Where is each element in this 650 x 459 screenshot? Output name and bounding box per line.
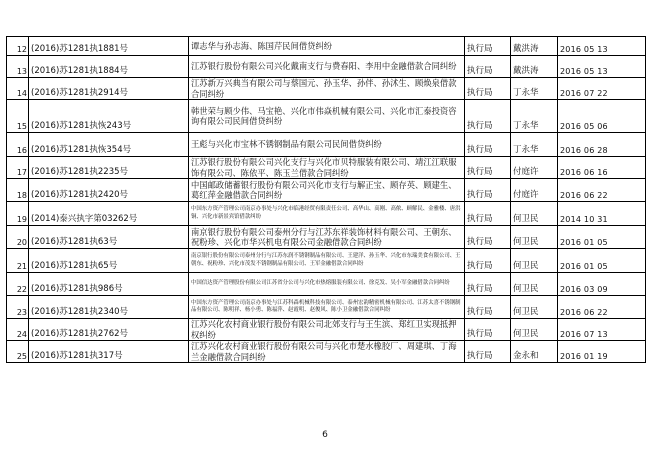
filing-date: 2016 06 22 — [558, 296, 646, 319]
judge-name: 付庭许 — [511, 179, 558, 202]
department: 执行局 — [465, 341, 511, 363]
row-number: 15 — [7, 100, 29, 133]
judge-name: 何卫民 — [511, 319, 558, 341]
judge-name: 丁永华 — [511, 100, 558, 133]
case-reason: 江苏兴化农村商业银行股份有限公司北郊支行与王生滨、郑红卫实现抵押权纠纷 — [189, 319, 465, 341]
filing-date: 2016 06 28 — [558, 133, 646, 157]
case-reason: 江苏兴化农村商业银行股份有限公司与兴化市楚水橡胶厂、周建琪、丁海兰金融借款合同纠纷 — [189, 341, 465, 363]
table-row — [7, 226, 646, 249]
department: 执行局 — [465, 100, 511, 133]
row-number: 20 — [7, 226, 29, 249]
row-number: 16 — [7, 133, 29, 157]
department: 执行局 — [465, 249, 511, 273]
filing-date: 2016 05 13 — [558, 37, 646, 56]
filing-date: 2016 01 05 — [558, 249, 646, 273]
table-row — [7, 202, 646, 226]
row-number: 14 — [7, 78, 29, 100]
filing-date: 2016 07 22 — [558, 78, 646, 100]
table-row — [7, 157, 646, 179]
department: 执行局 — [465, 319, 511, 341]
filing-date: 2016 03 09 — [558, 273, 646, 296]
case-reason: 王彪与兴化市宝林不锈钢制品有限公司民间借贷纠纷 — [189, 133, 465, 157]
filing-date: 2016 07 13 — [558, 319, 646, 341]
row-number: 21 — [7, 249, 29, 273]
department: 执行局 — [465, 157, 511, 179]
case-reason: 中国东方资产管理公司南京办事处与江苏科森机械科技有限公司、泰州宏韵精密机械有限公司、江苏太喜不锈钢制品有限公司、陈明祥、杨小勇、陈福萍、赵霞明、赵俊风、陈小卫金融借款合同纠纷 — [189, 296, 465, 319]
filing-date: 2016 06 22 — [558, 179, 646, 202]
table-row — [7, 78, 646, 100]
case-table — [6, 36, 646, 363]
department: 执行局 — [465, 37, 511, 56]
case-number: (2016)苏1281执1881号 — [29, 37, 189, 56]
department: 执行局 — [465, 78, 511, 100]
filing-date: 2014 10 31 — [558, 202, 646, 226]
row-number: 23 — [7, 296, 29, 319]
table-row — [7, 273, 646, 296]
table-row — [7, 319, 646, 341]
case-reason: 中国东方资产管理公司南京办事处与兴化市临港经贸有限责任公司、高华山、高刚、高侬、顾解民、金雅楼、唐洪铜、兴化市新景宾馆借款纠纷 — [189, 202, 465, 226]
judge-name: 何卫民 — [511, 226, 558, 249]
judge-name: 何卫民 — [511, 202, 558, 226]
case-reason: 南京银行股份有限公司泰州分行与江苏东祥装饰材料有限公司、王朝东、祝粉珍、兴化市华兴机电有限公司金融借款合同纠纷 — [189, 226, 465, 249]
case-reason: 韩世荣与顾少伟、马宝艳、兴化市伟焱机械有限公司、兴化市汇泰投资咨询有限公司民间借贷纠纷 — [189, 100, 465, 133]
row-number: 24 — [7, 319, 29, 341]
judge-name: 何卫民 — [511, 249, 558, 273]
filing-date: 2016 06 16 — [558, 157, 646, 179]
row-number: 17 — [7, 157, 29, 179]
case-reason: 南京银行股份有限公司泰州分行与江苏东润不锈钢制品有限公司、王建洋、孙玉华、兴化市东瑞美食有限公司、王朝东、祝粉珍、兴化市茂发不锈钢制品有限公司、王军金融借款合同纠纷 — [189, 249, 465, 273]
department: 执行局 — [465, 273, 511, 296]
case-reason: 中国邮政储蓄银行股份有限公司兴化市支行与解正宝、顾存英、顾建生、葛红萍金融借款合同纠纷 — [189, 179, 465, 202]
case-number: (2016)苏1281执986号 — [29, 273, 189, 296]
table-row — [7, 341, 646, 363]
case-number: (2016)苏1281执317号 — [29, 341, 189, 363]
case-reason: 江苏银行股份有限公司兴化支行与兴化市贝特服装有限公司、靖江江联服饰有限公司、陈依平、陈玉兰借款合同纠纷 — [189, 157, 465, 179]
judge-name: 丁永华 — [511, 133, 558, 157]
case-reason: 谭志华与孙志海、陈国芹民间借贷纠纷 — [189, 37, 465, 56]
department: 执行局 — [465, 202, 511, 226]
case-table-body — [7, 37, 646, 363]
case-number: (2016)苏1281执2762号 — [29, 319, 189, 341]
case-reason: 江苏新万兴典当有限公司与蔡国元、孙玉华、孙伴、孙沭生、顾焕泉借款合同纠纷 — [189, 78, 465, 100]
filing-date: 2016 01 19 — [558, 341, 646, 363]
judge-name: 丁永华 — [511, 78, 558, 100]
table-row — [7, 249, 646, 273]
filing-date: 2016 05 13 — [558, 56, 646, 78]
row-number: 22 — [7, 273, 29, 296]
table-row — [7, 179, 646, 202]
case-number: (2016)苏1281执恢243号 — [29, 100, 189, 133]
filing-date: 2016 01 05 — [558, 226, 646, 249]
table-row — [7, 133, 646, 157]
department: 执行局 — [465, 226, 511, 249]
department: 执行局 — [465, 133, 511, 157]
filing-date: 2016 05 06 — [558, 100, 646, 133]
case-number: (2016)苏1281执65号 — [29, 249, 189, 273]
judge-name: 何卫民 — [511, 296, 558, 319]
case-reason: 江苏银行股份有限公司兴化戴南支行与费春阳、李用中金融借款合同纠纷 — [189, 56, 465, 78]
case-number: (2016)苏1281执2914号 — [29, 78, 189, 100]
judge-name: 何卫民 — [511, 273, 558, 296]
case-reason: 中国信达资产管理股份有限公司江苏省分公司与兴化市热熔服装有限公司、徐克发、吴小军金融借款合同纠纷 — [189, 273, 465, 296]
case-number: (2016)苏1281执恢354号 — [29, 133, 189, 157]
department: 执行局 — [465, 179, 511, 202]
table-row — [7, 100, 646, 133]
table-row — [7, 56, 646, 78]
row-number: 12 — [7, 37, 29, 56]
judge-name: 付庭许 — [511, 157, 558, 179]
row-number: 25 — [7, 341, 29, 363]
department: 执行局 — [465, 296, 511, 319]
case-number: (2016)苏1281执2420号 — [29, 179, 189, 202]
table-row — [7, 37, 646, 56]
row-number: 18 — [7, 179, 29, 202]
case-number: (2016)苏1281执2235号 — [29, 157, 189, 179]
department: 执行局 — [465, 56, 511, 78]
row-number: 19 — [7, 202, 29, 226]
case-number: (2016)苏1281执63号 — [29, 226, 189, 249]
case-number: (2016)苏1281执1884号 — [29, 56, 189, 78]
case-number: (2016)苏1281执2340号 — [29, 296, 189, 319]
row-number: 13 — [7, 56, 29, 78]
judge-name: 金永和 — [511, 341, 558, 363]
judge-name: 戴洪涛 — [511, 56, 558, 78]
case-number: (2014)泰兴执字第03262号 — [29, 202, 189, 226]
page-number: 6 — [322, 430, 328, 440]
table-row — [7, 296, 646, 319]
judge-name: 戴洪涛 — [511, 37, 558, 56]
